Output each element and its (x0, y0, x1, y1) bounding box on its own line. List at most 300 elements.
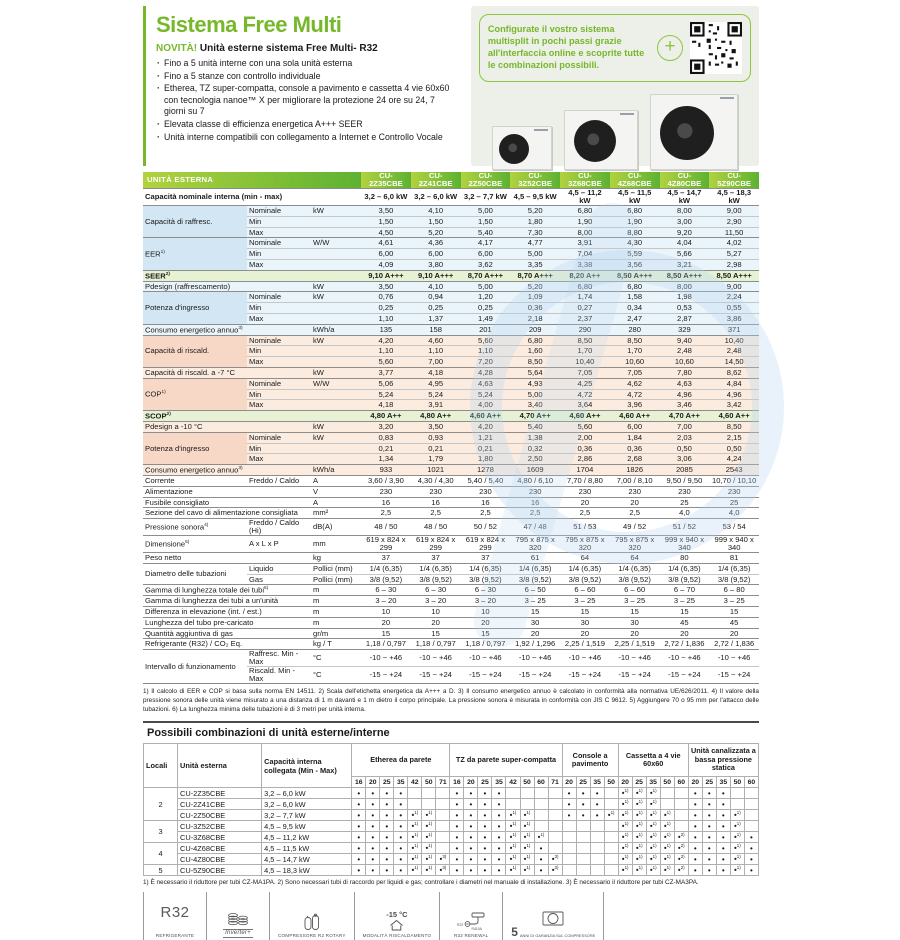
compatibility-dot: • (455, 854, 459, 864)
dot-footnote-ref: 1) (638, 854, 643, 860)
comb-dot-cell (408, 854, 422, 865)
dot-footnote-ref: 2) (680, 832, 685, 838)
compatibility-dot: • (469, 799, 473, 809)
comb-dot-cell (604, 865, 618, 876)
spec-value: 6,00 (478, 249, 493, 259)
comb-dot-cell (646, 865, 660, 876)
spec-value: 8,50 A+++ (666, 270, 703, 280)
spec-value: 5,59 (627, 249, 643, 259)
comb-dot-cell (548, 799, 562, 810)
comb-dot-cell (688, 810, 702, 821)
spec-footnotes: 1) Il calcolo di EER e COP si basa sulla norma EN 14511. 2) Scala dell'etichetta energetica da A+++ a D. 3) Il consumo energetico annuo è calcolato in conformità alla normativa UE/626/2011. 4) Il valore della pressione sonora delle unità viene misurato a una distanza di 1 m davanti e 1 m dietro il corpo principale. La pressione sonora è misurata in conformità con JIS C 9612. 5) Aggiungere 70 o 95 mm per l'attacco delle tubazioni. 6) La lunghezza minima delle tubazioni è di 3 metri per unità interna. (143, 688, 759, 714)
compatibility-dot: • (509, 821, 513, 831)
spec-value: -10 ~ +46 (419, 653, 452, 663)
compatibility-dot: • (750, 854, 753, 864)
comb-size-header: 60 (744, 777, 758, 788)
spec-value: 3,50 (428, 421, 444, 431)
comb-dot-cell (674, 821, 688, 832)
comb-locali-cell: 4 (144, 843, 178, 865)
spec-value: 50 / 52 (473, 522, 498, 532)
spec-value: 2543 (725, 465, 743, 475)
dot-footnote-ref: 1) (652, 799, 657, 805)
compatibility-dot: • (509, 843, 513, 853)
spec-value: 3/8 (9,52) (717, 574, 751, 584)
compatibility-dot: • (693, 832, 697, 842)
spec-value: 3,80 (428, 259, 444, 269)
comb-dot-cell (716, 821, 730, 832)
spec-value: 8,00 (677, 206, 692, 215)
comb-dot-cell (548, 843, 562, 854)
comb-dot-cell (716, 788, 730, 799)
spec-value: 1,18 / 0,797 (465, 639, 506, 649)
compatibility-dot: • (693, 843, 697, 853)
comb-dot-cell (702, 821, 716, 832)
spec-row-label: Sezione del cavo di alimentazione consigliata (145, 508, 298, 518)
spec-row-label: Capacità di riscald. a -7 °C (145, 367, 235, 377)
comb-dot-cell (534, 832, 548, 843)
spec-value: 1/4 (6,35) (419, 563, 452, 573)
dot-footnote-ref: 1) (610, 810, 615, 816)
comb-dot-cell (604, 799, 618, 810)
spec-row-label: Intervallo di funzionamento (145, 661, 236, 671)
spec-value: 10 (381, 606, 391, 616)
spec-value: 4,00 (478, 400, 493, 410)
spec-value: 30 (530, 617, 540, 627)
spec-unit: kW (313, 421, 324, 431)
comb-dot-cell (660, 821, 674, 832)
compatibility-dot: • (455, 843, 459, 853)
compatibility-dot: • (483, 854, 487, 864)
spec-row (143, 335, 759, 346)
comb-row (144, 810, 759, 821)
dot-footnote-ref: 1) (512, 810, 517, 816)
dot-footnote-ref: 1) (666, 832, 671, 838)
compatibility-dot: • (357, 810, 361, 820)
spec-value: 8,62 (726, 367, 742, 377)
compatibility-dot: • (399, 843, 403, 853)
spec-unit: kg (313, 552, 322, 562)
spec-value: 5,40 (478, 227, 493, 237)
spec-row (143, 628, 759, 639)
spec-value: 10,40 (724, 335, 744, 345)
compatibility-dot: • (649, 854, 653, 864)
badge-warranty (502, 892, 604, 940)
spec-value: 8,50 A+++ (716, 270, 752, 280)
comb-dot-cell (464, 810, 478, 821)
spec-value: 11,50 (724, 227, 744, 237)
spec-value: 7,30 (527, 227, 543, 237)
comb-dot-cell (590, 843, 604, 854)
spec-value: 4,25 (577, 378, 593, 388)
minus15-text: -15 °C (386, 909, 408, 919)
spec-value: 2,98 (726, 259, 742, 269)
compatibility-dot: • (469, 821, 473, 831)
compatibility-dot: • (455, 788, 459, 798)
spec-value: 6 – 60 (624, 585, 646, 595)
comb-dot-cell (394, 854, 408, 865)
spec-value: 3 – 25 (673, 596, 695, 606)
compatibility-dot: • (537, 832, 541, 842)
spec-value: 4,09 (378, 259, 394, 269)
spec-row-label: Potenza d'ingresso (143, 432, 247, 464)
spec-value: 5,60 (577, 421, 593, 431)
spec-value: 15 (630, 606, 639, 616)
spec-value: 0,21 (478, 443, 493, 453)
spec-sub-label: Max (249, 454, 264, 464)
spec-unit: kW (313, 335, 324, 345)
spec-value: 4,5 – 11,5 kW (617, 188, 652, 206)
spec-row-label: Gamma di lunghezza totale dei tubi$^{6)}$ (145, 585, 269, 595)
compatibility-dot: • (707, 843, 711, 853)
outdoor-unit-medium-photo (564, 110, 638, 170)
spec-unit: W/W (313, 378, 330, 388)
comb-dot-cell (408, 843, 422, 854)
spec-value: 3 – 25 (723, 596, 745, 606)
spec-value: 4,5 – 18,3 kW (717, 188, 752, 206)
spec-value: 1/4 (6,35) (518, 563, 552, 573)
comb-locali-cell: 2 (144, 788, 178, 821)
spec-value: 3,35 (527, 259, 543, 269)
spec-sub-label: Raffresc. Min - Max (249, 649, 299, 667)
spec-value: 0,83 (378, 432, 394, 442)
spec-unit (311, 260, 361, 271)
spec-value: 619 x 824 x 299 (416, 535, 456, 553)
spec-row (143, 378, 759, 389)
spec-sub-label: Min (249, 443, 262, 453)
compatibility-dot: • (567, 799, 571, 809)
comb-dot-cell (674, 788, 688, 799)
spec-table (143, 172, 759, 684)
comb-dot-cell (548, 810, 562, 821)
dot-footnote-ref: 1) (428, 810, 433, 816)
feature-item: · Unità interne compatibili con collegamento a Internet e Controllo Vocale (156, 132, 459, 144)
spec-value: 371 (727, 324, 741, 334)
spec-value: 6 – 30 (425, 585, 447, 595)
compatibility-dot: • (677, 854, 681, 864)
spec-row-label: Corrente (145, 475, 175, 485)
spec-value: 4,84 (726, 378, 742, 388)
spec-value: 2,90 (726, 216, 742, 226)
spec-value: 8,00 (577, 227, 593, 237)
spec-value: 7,04 (577, 249, 593, 259)
comb-dot-cell (590, 810, 604, 821)
compatibility-dot: • (649, 788, 653, 798)
comb-dot-cell (576, 843, 590, 854)
comb-dot-cell (646, 821, 660, 832)
spec-value: 48 / 50 (374, 522, 398, 532)
spec-row-label: Differenza in elevazione (int. / est.) (145, 606, 262, 616)
spec-sub-label: Nominale (249, 206, 282, 215)
spec-value: 37 (481, 552, 490, 562)
qr-code (690, 22, 742, 74)
spec-row-label: Peso netto (145, 552, 182, 562)
spec-value: -10 ~ +46 (518, 653, 552, 663)
spec-value: 1,92 / 1,296 (515, 639, 556, 649)
compatibility-dot: • (523, 854, 527, 864)
spec-value: 6 – 80 (723, 585, 745, 595)
comb-dot-cell (380, 799, 394, 810)
dot-footnote-ref: 1) (736, 821, 741, 827)
comb-size-header: 35 (590, 777, 604, 788)
promo-text: Configurate il vostro sistema multisplit in pochi passi grazie all'interfaccia online e scoprite tutte le combinazioni possibili. (487, 24, 645, 70)
comb-dot-cell (660, 854, 674, 865)
comb-capacity-cell: 4,5 – 14,7 kW (262, 854, 352, 865)
compatibility-dot: • (399, 865, 403, 875)
compatibility-dot: • (385, 821, 389, 831)
comb-dot-cell (744, 821, 758, 832)
spec-unit (311, 357, 361, 368)
spec-row (143, 368, 759, 379)
comb-dot-cell (534, 810, 548, 821)
spec-value: 6,80 (577, 206, 593, 215)
coins-icon (225, 909, 251, 927)
spec-sub-label: Min (249, 389, 262, 399)
dot-footnote-ref: 2) (680, 843, 685, 849)
spec-value: 8,70 A+++ (467, 270, 504, 280)
comb-capacity-cell: 3,2 – 7,7 kW (262, 810, 352, 821)
spec-value: 15 (680, 606, 689, 616)
compatibility-dot: • (663, 865, 667, 875)
spec-value: 0,94 (428, 292, 444, 302)
comb-dot-cell (352, 821, 366, 832)
spec-value: -15 ~ +24 (469, 670, 502, 680)
compatibility-dot: • (371, 832, 375, 842)
comb-dot-cell (730, 832, 744, 843)
spec-value: 4,70 A++ (519, 411, 551, 421)
compatibility-dot: • (539, 843, 543, 853)
comb-dot-cell (492, 788, 506, 799)
compatibility-dot: • (385, 865, 389, 875)
dot-footnote-ref: 1) (512, 821, 517, 827)
comb-dot-cell (562, 832, 576, 843)
comb-dot-cell (436, 832, 450, 843)
compatibility-dot: • (357, 832, 361, 842)
comb-dot-cell (730, 843, 744, 854)
dot-footnote-ref: 1) (666, 865, 671, 871)
compatibility-dot: • (707, 865, 711, 875)
compatibility-dot: • (399, 832, 403, 842)
comb-dot-cell (688, 854, 702, 865)
intro-block (143, 6, 459, 166)
comb-dot-cell (408, 865, 422, 876)
comb-dot-cell (478, 854, 492, 865)
spec-unit: m (313, 606, 320, 616)
comb-group-header: Unità canalizzata a bassa pressione statica (688, 744, 758, 777)
spec-value: 3,21 (677, 259, 692, 269)
compatibility-dot: • (371, 843, 375, 853)
spec-value: 0,34 (627, 303, 643, 313)
compatibility-dot: • (439, 865, 443, 875)
comb-dot-cell (618, 799, 632, 810)
comb-dot-cell (422, 810, 436, 821)
spec-value: 2,48 (677, 346, 692, 356)
spec-row-label: Capacità di raffresc. (143, 206, 247, 238)
spec-value: 4,0 (679, 508, 690, 518)
compatibility-dot: • (621, 854, 625, 864)
spec-sub-label: Min (249, 249, 262, 259)
comb-model-cell: CU-4Z80CBE (178, 854, 262, 865)
spec-value: 1278 (476, 465, 494, 475)
combinations-table (143, 743, 759, 876)
spec-value: 48 / 50 (424, 522, 448, 532)
spec-unit: kW (313, 292, 324, 302)
comb-model-cell: CU-4Z68CBE (178, 843, 262, 854)
comb-dot-cell (436, 821, 450, 832)
panasonic-logo (620, 113, 634, 115)
comb-dot-cell (604, 843, 618, 854)
spec-value: 1,20 (478, 292, 493, 302)
spec-value: 2,37 (577, 313, 593, 323)
spec-value: 8,80 (627, 227, 643, 237)
comb-dot-cell (674, 832, 688, 843)
comb-dot-cell (436, 810, 450, 821)
dot-footnote-ref: 1) (540, 832, 545, 838)
comb-size-header: 71 (548, 777, 562, 788)
compatibility-dot: • (371, 821, 375, 831)
compatibility-dot: • (621, 799, 625, 809)
comb-dot-cell (464, 865, 478, 876)
spec-row (143, 189, 759, 206)
feature-item: · Elevata classe di efficienza energetica A+++ SEER (156, 119, 459, 131)
comb-dot-cell (618, 865, 632, 876)
comb-dot-cell (422, 832, 436, 843)
combinations-title: Possibili combinazioni di unità esterne/interne (147, 727, 390, 740)
spec-sub-label: Max (249, 313, 264, 323)
spec-value: 16 (431, 497, 440, 507)
spec-row-label: Alimentazione (145, 486, 193, 496)
comb-dot-cell (380, 788, 394, 799)
comb-dot-cell (576, 810, 590, 821)
comb-dot-cell (702, 865, 716, 876)
spec-value: 230 (379, 486, 393, 496)
compatibility-dot: • (399, 821, 403, 831)
compatibility-dot: • (649, 832, 653, 842)
spec-value: 1,37 (428, 313, 444, 323)
comb-dot-cell (520, 843, 534, 854)
compatibility-dot: • (607, 810, 611, 820)
spec-value: 15 (729, 606, 739, 616)
compatibility-dot: • (483, 843, 487, 853)
dot-footnote-ref: 2) (680, 865, 685, 871)
comb-row (144, 788, 759, 799)
comb-size-header: 20 (618, 777, 632, 788)
spec-value: 0,50 (677, 443, 692, 453)
model-header: CU-5Z90CBE (709, 172, 759, 189)
dot-footnote-ref: 1) (736, 854, 741, 860)
dot-footnote-ref: 3) (442, 865, 447, 871)
spec-value: 3,38 (577, 259, 593, 269)
spec-value: 37 (431, 552, 440, 562)
dot-footnote-ref: 1) (624, 821, 629, 827)
comb-dot-cell (408, 788, 422, 799)
compatibility-dot: • (677, 865, 681, 875)
comb-size-header: 20 (366, 777, 380, 788)
comb-dot-cell (506, 843, 520, 854)
comb-dot-cell (450, 854, 464, 865)
spec-row (143, 476, 759, 487)
spec-value: 3,62 (478, 259, 493, 269)
comb-dot-cell (506, 832, 520, 843)
outdoor-unit-small-photo (492, 126, 552, 170)
spec-value: 1,18 / 0,797 (415, 639, 456, 649)
spec-value: 2,86 (577, 454, 593, 464)
spec-value: 7,00 / 8,10 (616, 475, 653, 485)
spec-unit: V (313, 486, 319, 496)
spec-value: 2,25 / 1,519 (614, 639, 655, 649)
compatibility-dot: • (663, 854, 667, 864)
compatibility-dot: • (693, 799, 697, 809)
comb-dot-cell (478, 821, 492, 832)
compatibility-dot: • (733, 865, 737, 875)
comb-size-header: 25 (702, 777, 716, 788)
comb-dot-cell (478, 843, 492, 854)
dot-footnote-ref: 3) (554, 865, 559, 871)
spec-value: 4,04 (677, 238, 692, 248)
comb-dot-cell (464, 821, 478, 832)
compatibility-dot: • (677, 832, 681, 842)
spec-value: 0,36 (627, 443, 643, 453)
compatibility-dot: • (595, 799, 599, 809)
compatibility-dot: • (539, 865, 543, 875)
spec-value: 6,00 (378, 249, 394, 259)
spec-value: 45 (680, 617, 689, 627)
spec-value: 6,80 (577, 281, 593, 291)
spec-section-label: UNITÀ ESTERNA (143, 172, 361, 189)
spec-unit: A (313, 475, 319, 485)
spec-value: 20 (630, 628, 639, 638)
spec-sub-label: Min (249, 346, 262, 356)
compatibility-dot: • (371, 865, 375, 875)
spec-value: 3 – 20 (474, 596, 496, 606)
comb-dot-cell (576, 799, 590, 810)
spec-value: 4,96 (726, 389, 742, 399)
dot-footnote-ref: 1) (428, 865, 433, 871)
comb-dot-cell (366, 865, 380, 876)
spec-value: 3,2 – 6,0 kW (414, 192, 458, 202)
comb-dot-cell (604, 854, 618, 865)
spec-value: 3 – 25 (524, 596, 546, 606)
comb-dot-cell (352, 854, 366, 865)
spec-value: 4,36 (428, 238, 444, 248)
spec-value: 14,50 (724, 357, 744, 367)
dot-footnote-ref: 2) (680, 854, 685, 860)
comb-dot-cell (688, 843, 702, 854)
comb-dot-cell (366, 788, 380, 799)
spec-value: 9,00 (726, 206, 742, 215)
comb-dot-cell (464, 843, 478, 854)
comb-dot-cell (394, 821, 408, 832)
comb-dot-cell (520, 810, 534, 821)
spec-value: 2085 (675, 465, 693, 475)
spec-row-label: Pressione sonora$^{4)}$ (145, 522, 209, 532)
comb-dot-cell (688, 865, 702, 876)
compatibility-dot: • (357, 854, 361, 864)
spec-value: 9,40 (677, 335, 692, 345)
comb-dot-cell (646, 788, 660, 799)
compatibility-dot: • (707, 821, 711, 831)
dot-footnote-ref: 1) (526, 865, 531, 871)
comb-model-cell: CU-2Z41CBE (178, 799, 262, 810)
spec-value: -10 ~ +46 (618, 653, 651, 663)
comb-dot-cell (422, 843, 436, 854)
comb-dot-cell (492, 843, 506, 854)
comb-dot-cell (688, 821, 702, 832)
comb-dot-cell (688, 832, 702, 843)
badge-label: COMPRESSORE R2 ROTARY (278, 932, 346, 938)
spec-row (143, 238, 759, 249)
compatibility-dot: • (455, 821, 459, 831)
spec-value: -15 ~ +24 (668, 670, 701, 680)
